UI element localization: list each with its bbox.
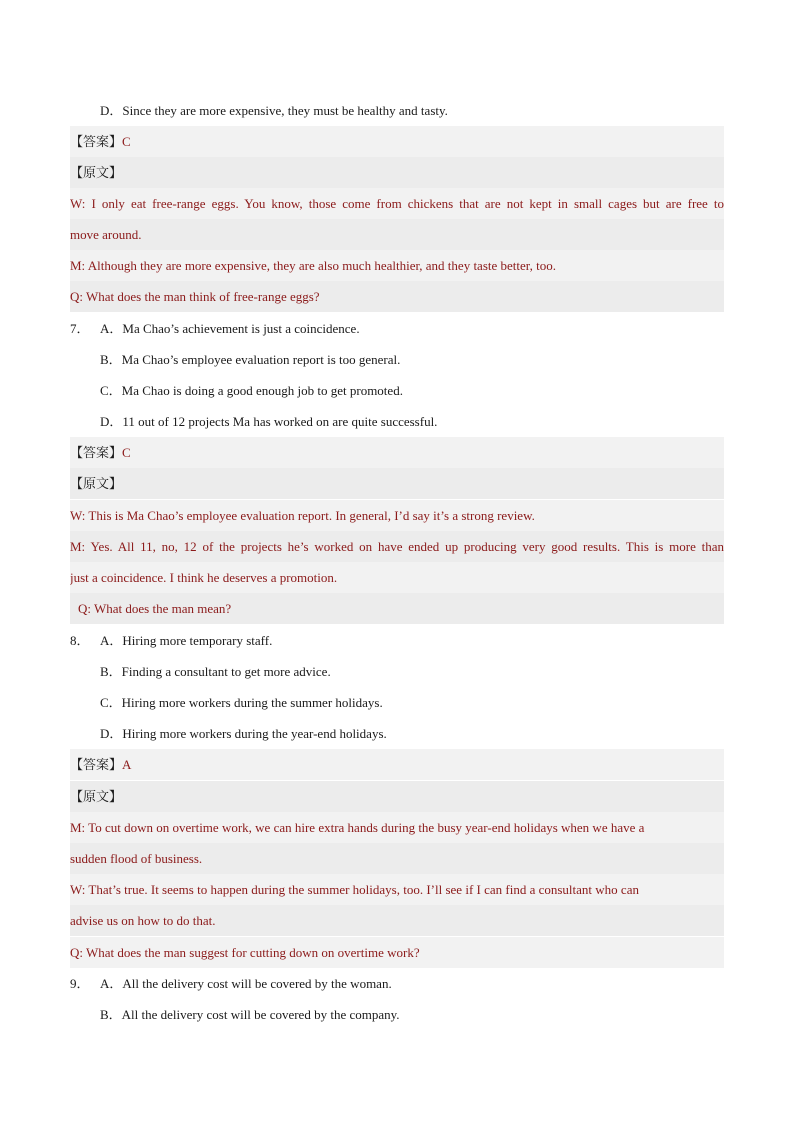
transcript-line: sudden flood of business. [70, 843, 724, 874]
question-9-option-a [70, 968, 724, 999]
option-d: D．Hiring more workers during the year-end holidays. [100, 726, 387, 741]
transcript-line: M: Yes. All 11, no, 12 of the projects he’s worked on have ended up producing very good results. This is more than [70, 531, 724, 562]
option-c: C．Hiring more workers during the summer holidays. [100, 695, 383, 710]
question-number: 7． [70, 321, 90, 336]
option-d: D．Since they are more expensive, they must be healthy and tasty. [100, 103, 448, 118]
option-b: B．Finding a consultant to get more advice. [100, 664, 331, 679]
transcript-question: Q: What does the man suggest for cutting down on overtime work? [70, 937, 724, 968]
answer-label: 【答案】 [70, 134, 123, 149]
answer-line [70, 126, 724, 157]
option-text: Hiring more temporary staff. [122, 633, 273, 648]
transcript-line: advise us on how to do that. [70, 905, 724, 936]
option-text: All the delivery cost will be covered by the woman. [122, 976, 392, 991]
transcript-line: W: That’s true. It seems to happen during the summer holidays, too. I’ll see if I can find a consultant who can [70, 874, 724, 905]
option-c: C．Ma Chao is doing a good enough job to get promoted. [100, 383, 403, 398]
transcript-label: 【原文】 [70, 157, 724, 188]
question-number: 9． [70, 976, 90, 991]
transcript-line: M: Although they are more expensive, they are also much healthier, and they taste better, too. [70, 250, 724, 281]
option-letter: A． [100, 321, 123, 336]
transcript-line: W: This is Ma Chao’s employee evaluation report. In general, I’d say it’s a strong review. [70, 500, 724, 531]
transcript-label: 【原文】 [70, 781, 724, 812]
question-number: 8． [70, 633, 90, 648]
transcript-line: M: To cut down on overtime work, we can hire extra hands during the busy year-end holidays when we have a [70, 812, 724, 843]
answer-line [70, 437, 724, 468]
answer-value: C [122, 445, 131, 460]
transcript-line: move around. [70, 219, 724, 250]
transcript-line: just a coincidence. I think he deserves a promotion. [70, 562, 724, 593]
transcript-question: Q: What does the man mean? [70, 593, 724, 624]
option-letter: A． [100, 633, 123, 648]
answer-label: 【答案】 [70, 445, 123, 460]
answer-label: 【答案】 [70, 757, 123, 772]
option-text: Ma Chao’s achievement is just a coincidence. [122, 321, 360, 336]
transcript-label: 【原文】 [70, 468, 724, 499]
answer-value: C [122, 134, 131, 149]
answer-value: A [122, 757, 132, 772]
option-b: B．Ma Chao’s employee evaluation report is too general. [100, 352, 401, 367]
answer-line [70, 749, 724, 780]
transcript-line: W: I only eat free-range eggs. You know, those come from chickens that are not kept in small cages but are free to [70, 188, 724, 219]
question-7-option-a [70, 313, 724, 344]
transcript-question: Q: What does the man think of free-range eggs? [70, 281, 724, 312]
option-d: D．11 out of 12 projects Ma has worked on are quite successful. [100, 414, 438, 429]
question-8-option-a [70, 625, 724, 656]
option-b: B．All the delivery cost will be covered by the company. [100, 1007, 400, 1022]
option-letter: A． [100, 976, 123, 991]
